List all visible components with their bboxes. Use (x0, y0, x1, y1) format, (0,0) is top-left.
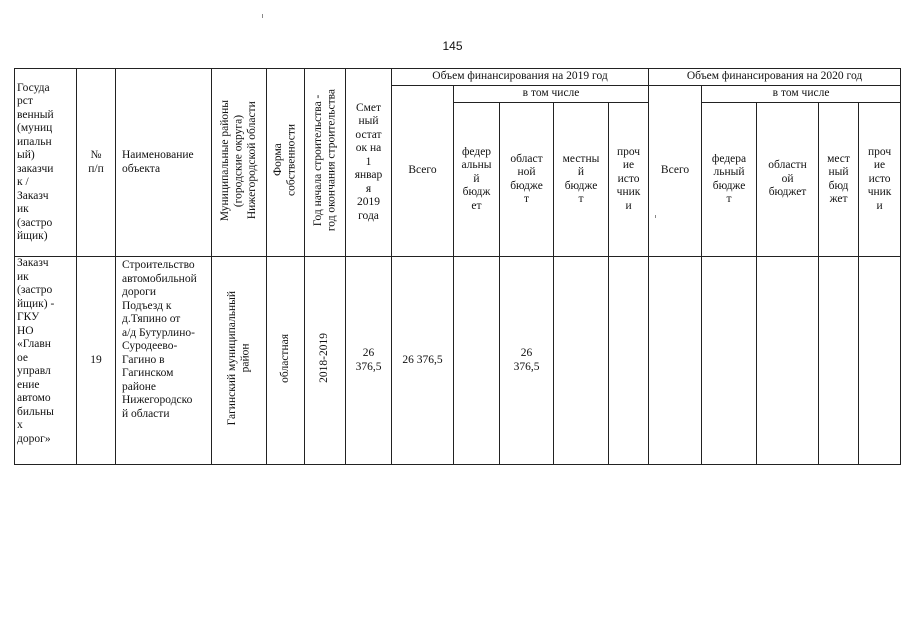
header-districts: Муниципальные районы (городские округа) Нижегородской области (212, 69, 267, 257)
header-fin2020: Объем финансирования на 2020 год (649, 69, 901, 86)
row-oth2020 (859, 257, 901, 465)
header-total2020: Всего (649, 86, 702, 257)
row-loc2020 (819, 257, 859, 465)
row-remainder: 26 376,5 (346, 257, 392, 465)
row-years: 2018-2019 (305, 257, 346, 465)
header-fin2019: Объем финансирования на 2019 год (392, 69, 649, 86)
row-oth2019 (609, 257, 649, 465)
header-customer: Госуда рст венный (муниц ипальн ый) заказчи к / Заказч ик (застро йщик) (15, 69, 77, 257)
header-loc2019: местны й бюдже т (554, 103, 609, 257)
row-loc2019 (554, 257, 609, 465)
row-fed2019 (454, 257, 500, 465)
header-fed2019: федер альны й бюдж ет (454, 103, 500, 257)
header-oth2019: проч ие исто чник и (609, 103, 649, 257)
scan-mark (655, 215, 656, 218)
row-fed2020 (702, 257, 757, 465)
row-num: 19 (77, 257, 116, 465)
header-oth2020: проч ие исто чник и (859, 103, 901, 257)
header-incl2019: в том числе (454, 86, 649, 103)
row-reg2020 (757, 257, 819, 465)
header-remainder: Смет ный остат ок на 1 январ я 2019 года (346, 69, 392, 257)
header-ownership: Форма собственности (267, 69, 305, 257)
header-num: № п/п (77, 69, 116, 257)
header-total2019: Всего (392, 86, 454, 257)
header-incl2020: в том числе (702, 86, 901, 103)
header-reg2020: областн ой бюджет (757, 103, 819, 257)
row-total2020 (649, 257, 702, 465)
page-number: 145 (442, 39, 463, 53)
row-customer: Заказч ик (застро йщик) - ГКУ НО «Главн ое управл ение автомо бильны х дорог» (15, 257, 77, 465)
table-row (15, 257, 901, 465)
header-name: Наименование объекта (116, 69, 212, 257)
row-district: Гагинский муниципальный район (212, 257, 267, 465)
header-fed2020: федера льный бюдже т (702, 103, 757, 257)
row-reg2019: 26 376,5 (500, 257, 554, 465)
row-total2019: 26 376,5 (392, 257, 454, 465)
scan-mark (262, 14, 263, 18)
row-ownership: областная (267, 257, 305, 465)
header-years: Год начала строительства - год окончания строительства (305, 69, 346, 257)
header-reg2019: област ной бюдже т (500, 103, 554, 257)
header-loc2020: мест ный бюд жет (819, 103, 859, 257)
financing-table (14, 68, 901, 465)
row-name: Строительство автомобильной дороги Подъезд к д.Тяпино от а/д Бутурлино- Суродеево- Гагино в Гагинском районе Нижегородско й области (116, 257, 212, 465)
